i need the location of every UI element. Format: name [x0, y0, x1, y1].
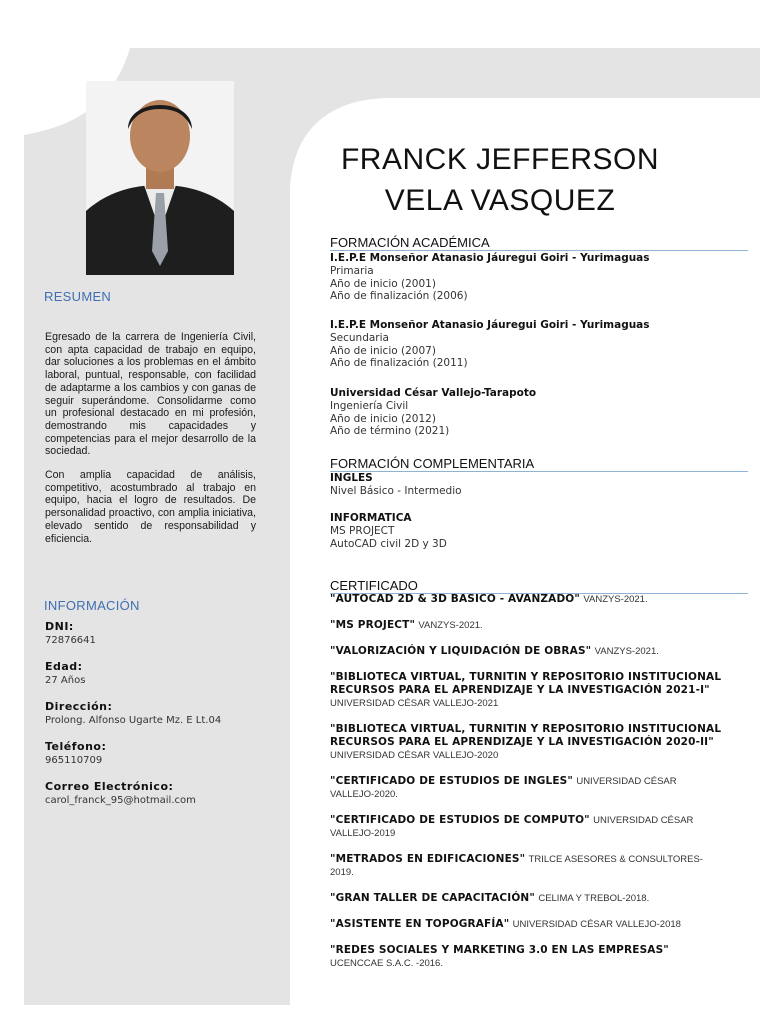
name-line-2: VELA VASQUEZ	[384, 184, 616, 217]
info-address	[45, 700, 270, 727]
certificate-title: "BIBLIOTECA VIRTUAL, TURNITIN Y REPOSITORIO INSTITUCIONAL RECURSOS PARA EL APRENDIZAJE Y LA INVESTIGACIÓN 2020-II"	[330, 723, 722, 748]
end-year: Año de finalización (2006)	[330, 290, 468, 303]
end-year: Año de finalización (2011)	[330, 357, 468, 370]
certificate-title: "MS PROJECT"	[330, 619, 416, 631]
level: Primaria	[330, 264, 374, 277]
certificate-source: VANZYS-2021.	[418, 620, 483, 631]
info-label: Teléfono:	[45, 740, 107, 753]
start-year: Año de inicio (2012)	[330, 412, 436, 425]
certificate-title: "VALORIZACIÓN Y LIQUIDACIÓN DE OBRAS"	[330, 645, 592, 657]
certificate-source: UNIVERSIDAD CÉSAR VALLEJO-2019	[330, 815, 694, 839]
person-portrait-icon	[86, 81, 234, 275]
certificate-source: UNIVERSIDAD CÉSAR VALLEJO-2020	[330, 750, 499, 761]
info-label: Edad:	[45, 660, 83, 673]
certificate-item	[330, 671, 722, 710]
education-heading: FORMACIÓN ACADÉMICA	[330, 236, 748, 251]
school-name: I.E.P.E Monseñor Atanasio Jáuregui Goiri - Yurimaguas	[330, 252, 650, 264]
info-value: 965110709	[45, 755, 103, 766]
certificate-title: "GRAN TALLER DE CAPACITACIÓN"	[330, 892, 535, 904]
certificate-source: TRILCE ASESORES & CONSULTORES-2019.	[330, 854, 703, 878]
summary-paragraph-1: Egresado de la carrera de Ingeniería Civil, con apta capacidad de trabajo en equipo, dar soluciones a los problemas en el ámbito laboral, puntual, responsable, con facilidad de adaptarme a los cambios y con ganas de seguir superándome. Consolidarme como un profesional destacado en mi profesión, demostrando mis capacidades y competencias para el mejor desarrollo de la sociedad.	[45, 331, 256, 458]
certificate-title: "AUTOCAD 2D & 3D BASICO - AVANZADO"	[330, 593, 581, 605]
certificate-item	[330, 645, 722, 658]
profile-photo	[86, 81, 234, 275]
certificate-source: CELIMA Y TREBOL-2018.	[538, 893, 650, 904]
info-value: 27 Años	[45, 675, 86, 686]
info-label: DNI:	[45, 620, 74, 633]
certificate-item	[330, 619, 722, 632]
certificate-item	[330, 944, 722, 970]
level: Secundaria	[330, 331, 389, 344]
certificates-heading: CERTIFICADO	[330, 579, 748, 594]
certificate-item	[330, 814, 722, 840]
start-year: Año de inicio (2007)	[330, 344, 436, 357]
name-line-1: FRANCK JEFFERSON	[340, 143, 660, 176]
course-name: INGLES	[330, 472, 373, 484]
course-detail: Nivel Básico - Intermedio	[330, 484, 462, 497]
certificate-source: UCENCCAE S.A.C. -2016.	[330, 958, 443, 969]
certificate-title: "BIBLIOTECA VIRTUAL, TURNITIN Y REPOSITORIO INSTITUCIONAL RECURSOS PARA EL APRENDIZAJE Y LA INVESTIGACIÓN 2021-I"	[330, 671, 722, 696]
certificate-title: "REDES SOCIALES Y MARKETING 3.0 EN LAS EMPRESAS"	[330, 944, 669, 956]
certificate-item	[330, 775, 722, 801]
info-value: Prolong. Alfonso Ugarte Mz. E Lt.04	[45, 715, 222, 726]
start-year: Año de inicio (2001)	[330, 277, 436, 290]
certificate-item	[330, 853, 722, 879]
summary-paragraph-2: Con amplia capacidad de análisis, competitivo, acostumbrado al trabajo en equipo, hacia el logro de resultados. De personalidad proactivo, con amplia iniciativa, elevado sentido de responsabilidad y eficiencia.	[45, 469, 256, 545]
summary-heading: RESUMEN	[44, 289, 112, 304]
complementary-entry	[330, 512, 730, 550]
education-entry	[330, 319, 730, 370]
info-list	[45, 620, 270, 820]
education-entry	[330, 252, 730, 303]
certificate-source: UNIVERSIDAD CÉSAR VALLEJO-2020.	[330, 776, 677, 800]
certificate-item	[330, 918, 722, 931]
certificate-item	[330, 723, 722, 762]
level: Ingeniería Civil	[330, 399, 409, 412]
end-year: Año de término (2021)	[330, 425, 450, 438]
info-value: 72876641	[45, 635, 96, 646]
course-detail: MS PROJECT	[330, 524, 395, 537]
complementary-entry	[330, 472, 730, 498]
certificate-title: "CERTIFICADO DE ESTUDIOS DE COMPUTO"	[330, 814, 590, 826]
education-entry	[330, 387, 730, 438]
certificate-item	[330, 892, 722, 905]
certificate-title: "METRADOS EN EDIFICACIONES"	[330, 853, 526, 865]
course-name: INFORMATICA	[330, 512, 412, 524]
info-heading: INFORMACIÓN	[44, 598, 140, 613]
info-email-value: carol_franck_95@hotmail.com	[45, 795, 196, 806]
info-phone	[45, 740, 270, 767]
certificate-source: VANZYS-2021.	[583, 594, 648, 605]
info-label: Dirección:	[45, 700, 113, 713]
certificate-source: UNIVERSIDAD CÉSAR VALLEJO-2018	[512, 919, 681, 930]
school-name: Universidad César Vallejo-Tarapoto	[330, 387, 537, 399]
course-detail: AutoCAD civil 2D y 3D	[330, 537, 447, 550]
certificate-source: VANZYS-2021.	[594, 646, 659, 657]
info-label: Correo Electrónico:	[45, 780, 174, 793]
school-name: I.E.P.E Monseñor Atanasio Jáuregui Goiri - Yurimaguas	[330, 319, 650, 331]
info-dni	[45, 620, 270, 647]
certificate-title: "ASISTENTE EN TOPOGRAFÍA"	[330, 918, 510, 930]
info-email	[45, 780, 270, 807]
certificates-list	[330, 593, 722, 983]
info-age	[45, 660, 270, 687]
certificate-title: "CERTIFICADO DE ESTUDIOS DE INGLES"	[330, 775, 573, 787]
certificate-item	[330, 593, 722, 606]
complementary-heading: FORMACIÓN COMPLEMENTARIA	[330, 457, 748, 472]
summary-text	[45, 331, 256, 556]
certificate-source: UNIVERSIDAD CÉSAR VALLEJO-2021	[330, 698, 499, 709]
